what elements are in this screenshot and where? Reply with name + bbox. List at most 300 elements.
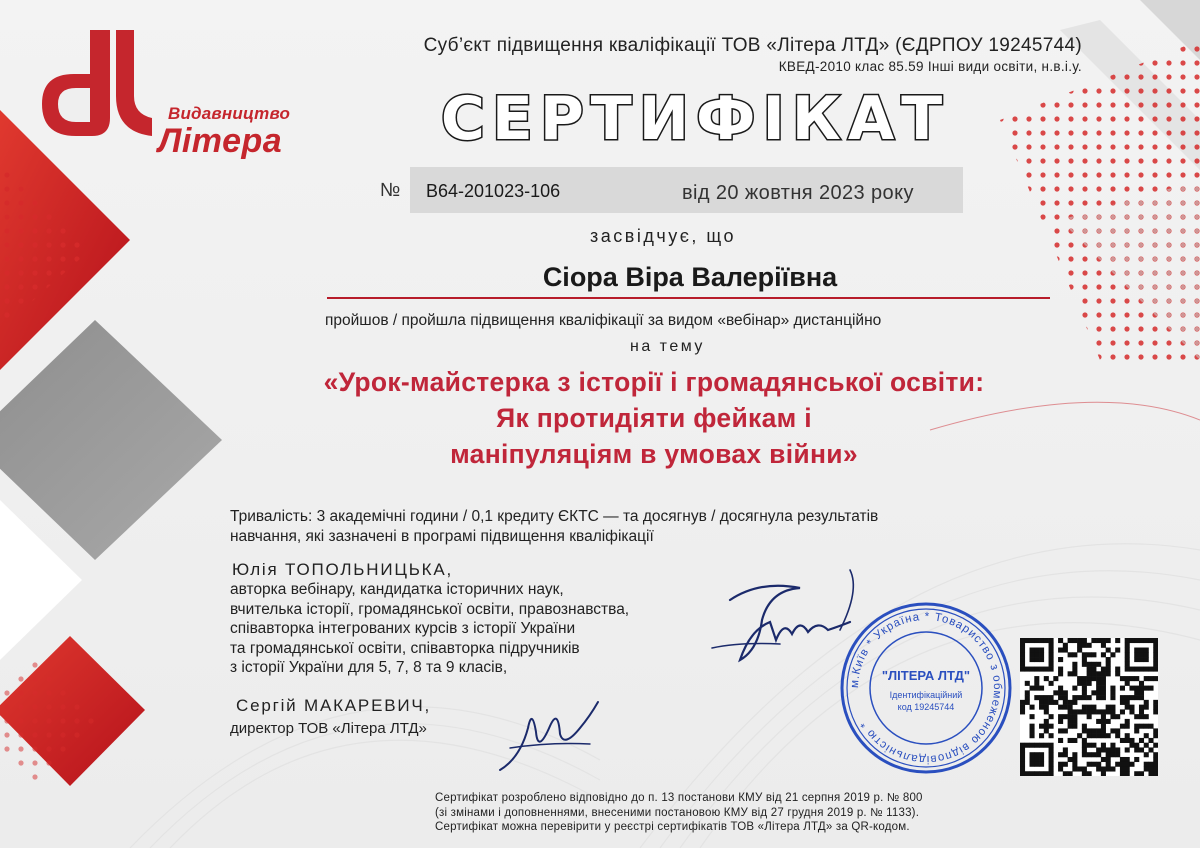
qr-module xyxy=(1091,705,1096,710)
qr-code[interactable] xyxy=(1020,638,1158,776)
qr-module xyxy=(1144,752,1149,757)
qr-module xyxy=(1096,681,1101,686)
qr-module xyxy=(1049,733,1054,738)
qr-module xyxy=(1058,657,1063,662)
qr-module xyxy=(1153,709,1158,714)
qr-module xyxy=(1134,652,1139,657)
qr-module xyxy=(1139,738,1144,743)
qr-module xyxy=(1139,667,1144,672)
qr-module xyxy=(1144,667,1149,672)
qr-module xyxy=(1129,705,1134,710)
qr-module xyxy=(1101,667,1106,672)
qr-module xyxy=(1034,667,1039,672)
director-signature-icon xyxy=(480,688,620,788)
qr-module xyxy=(1106,752,1111,757)
qr-module xyxy=(1072,757,1077,762)
qr-module xyxy=(1120,695,1125,700)
qr-module xyxy=(1034,648,1039,653)
qr-module xyxy=(1125,676,1130,681)
qr-module xyxy=(1134,757,1139,762)
qr-module xyxy=(1115,747,1120,752)
qr-module xyxy=(1091,762,1096,767)
qr-module xyxy=(1125,719,1130,724)
publisher-logo xyxy=(30,26,291,160)
qr-module xyxy=(1025,638,1030,643)
qr-module xyxy=(1072,752,1077,757)
company-stamp xyxy=(836,598,1016,778)
qr-module xyxy=(1044,676,1049,681)
qr-module xyxy=(1025,743,1030,748)
qr-module xyxy=(1129,686,1134,691)
qr-module xyxy=(1044,719,1049,724)
qr-module xyxy=(1125,667,1130,672)
qr-module xyxy=(1068,671,1073,676)
qr-module xyxy=(1082,676,1087,681)
qr-module xyxy=(1153,752,1158,757)
qr-module xyxy=(1025,771,1030,776)
qr-module xyxy=(1144,733,1149,738)
qr-module xyxy=(1063,705,1068,710)
qr-module xyxy=(1049,667,1054,672)
qr-module xyxy=(1110,766,1115,771)
qr-module xyxy=(1058,690,1063,695)
qr-module xyxy=(1153,700,1158,705)
qr-module xyxy=(1058,638,1063,643)
qr-module xyxy=(1101,724,1106,729)
stamp-ring-text: м.Київ * Україна * Товариство з обмеженою відповідальністю * xyxy=(848,610,1004,766)
qr-module xyxy=(1077,681,1082,686)
author-desc-line: та громадянської освіти, співавторка підручників xyxy=(230,639,580,657)
qr-module xyxy=(1134,743,1139,748)
qr-module xyxy=(1125,648,1130,653)
qr-module xyxy=(1058,738,1063,743)
qr-module xyxy=(1087,662,1092,667)
qr-module xyxy=(1030,638,1035,643)
qr-module xyxy=(1125,738,1130,743)
qr-module xyxy=(1087,643,1092,648)
qr-module xyxy=(1134,667,1139,672)
qr-module xyxy=(1020,757,1025,762)
qr-module xyxy=(1082,705,1087,710)
qr-module xyxy=(1139,652,1144,657)
qr-module xyxy=(1125,657,1130,662)
qr-module xyxy=(1144,724,1149,729)
qr-module xyxy=(1058,695,1063,700)
duration-line: Тривалість: 3 академічні години / 0,1 кредиту ЄКТС — та досягнув / досягнула результатів xyxy=(230,508,879,525)
qr-module xyxy=(1125,643,1130,648)
qr-module xyxy=(1134,638,1139,643)
qr-module xyxy=(1134,771,1139,776)
qr-module xyxy=(1072,695,1077,700)
qr-module xyxy=(1039,667,1044,672)
qr-module xyxy=(1063,762,1068,767)
qr-module xyxy=(1068,638,1073,643)
qr-module xyxy=(1125,662,1130,667)
qr-module xyxy=(1139,714,1144,719)
qr-module xyxy=(1125,695,1130,700)
duration-text xyxy=(230,507,1060,547)
qr-module xyxy=(1091,728,1096,733)
qr-module xyxy=(1096,762,1101,767)
qr-module xyxy=(1082,728,1087,733)
qr-module xyxy=(1044,728,1049,733)
qr-module xyxy=(1087,771,1092,776)
qr-module xyxy=(1148,747,1153,752)
qr-module xyxy=(1030,728,1035,733)
qr-module xyxy=(1148,724,1153,729)
qr-module xyxy=(1115,714,1120,719)
qr-module xyxy=(1039,724,1044,729)
qr-module xyxy=(1058,728,1063,733)
qr-module xyxy=(1039,752,1044,757)
qr-module xyxy=(1106,766,1111,771)
qr-module xyxy=(1025,681,1030,686)
qr-module xyxy=(1044,743,1049,748)
footnote-line: (зі змінами і доповненнями, внесеними постановою КМУ від 27 грудня 2019 р. № 1133). xyxy=(435,806,920,819)
qr-module xyxy=(1082,686,1087,691)
qr-module xyxy=(1039,657,1044,662)
qr-module xyxy=(1082,657,1087,662)
qr-module xyxy=(1082,695,1087,700)
qr-module xyxy=(1025,695,1030,700)
qr-module xyxy=(1148,738,1153,743)
qr-module xyxy=(1096,752,1101,757)
author-desc-line: з історії України для 5, 7, 8 та 9 класів, xyxy=(230,659,508,676)
qr-module xyxy=(1049,724,1054,729)
qr-module xyxy=(1144,686,1149,691)
certificate-date: від 20 жовтня 2023 року xyxy=(682,182,914,204)
qr-module xyxy=(1096,676,1101,681)
qr-module xyxy=(1153,638,1158,643)
qr-module xyxy=(1115,671,1120,676)
qr-module xyxy=(1115,638,1120,643)
qr-module xyxy=(1101,638,1106,643)
qr-module xyxy=(1082,652,1087,657)
qr-module xyxy=(1091,690,1096,695)
issuer-block xyxy=(300,35,1082,74)
qr-module xyxy=(1020,709,1025,714)
qr-module xyxy=(1144,743,1149,748)
qr-module xyxy=(1068,652,1073,657)
qr-module xyxy=(1068,719,1073,724)
qr-module xyxy=(1153,667,1158,672)
issuer-classification: КВЕД-2010 клас 85.59 Інші види освіти, н.в.і.у. xyxy=(778,59,1082,74)
qr-module xyxy=(1030,771,1035,776)
qr-module xyxy=(1106,719,1111,724)
qr-module xyxy=(1072,738,1077,743)
qr-module xyxy=(1096,671,1101,676)
qr-module xyxy=(1072,686,1077,691)
qr-module xyxy=(1053,700,1058,705)
qr-module xyxy=(1153,728,1158,733)
qr-module xyxy=(1139,657,1144,662)
qr-module xyxy=(1025,700,1030,705)
qr-module xyxy=(1072,724,1077,729)
qr-module xyxy=(1110,705,1115,710)
qr-module xyxy=(1039,762,1044,767)
qr-module xyxy=(1049,700,1054,705)
qr-module xyxy=(1101,686,1106,691)
qr-module xyxy=(1030,762,1035,767)
qr-module xyxy=(1030,724,1035,729)
qr-module xyxy=(1058,686,1063,691)
qr-module xyxy=(1020,662,1025,667)
qr-module xyxy=(1096,747,1101,752)
director-title: директор ТОВ «Літера ЛТД» xyxy=(230,720,427,737)
qr-module xyxy=(1087,728,1092,733)
qr-module xyxy=(1120,676,1125,681)
qr-module xyxy=(1106,705,1111,710)
qr-module xyxy=(1034,681,1039,686)
qr-module xyxy=(1044,638,1049,643)
qr-module xyxy=(1058,714,1063,719)
qr-module xyxy=(1082,681,1087,686)
qr-module xyxy=(1134,724,1139,729)
qr-module xyxy=(1101,671,1106,676)
qr-module xyxy=(1039,700,1044,705)
svg-text:м.Київ * Україна * Товариство xyxy=(849,611,1003,765)
qr-module xyxy=(1049,681,1054,686)
qr-module xyxy=(1125,705,1130,710)
qr-module xyxy=(1101,714,1106,719)
qr-module xyxy=(1034,757,1039,762)
topic-intro: на тему xyxy=(630,338,705,355)
qr-module xyxy=(1153,766,1158,771)
qr-module xyxy=(1082,662,1087,667)
qr-module xyxy=(1087,652,1092,657)
qr-module xyxy=(1120,771,1125,776)
stamp-company-name: "ЛІТЕРА ЛТД" xyxy=(881,668,971,683)
qr-module xyxy=(1110,709,1115,714)
qr-module xyxy=(1101,643,1106,648)
qr-module xyxy=(1020,700,1025,705)
footnote-line: Сертифікат можна перевірити у реєстрі сертифікатів ТОВ «Літера ЛТД» за QR-кодом. xyxy=(435,821,910,833)
qr-module xyxy=(1106,671,1111,676)
qr-module xyxy=(1034,743,1039,748)
qr-module xyxy=(1030,752,1035,757)
qr-module xyxy=(1068,738,1073,743)
qr-module xyxy=(1120,762,1125,767)
qr-module xyxy=(1096,709,1101,714)
qr-module xyxy=(1087,714,1092,719)
qr-module xyxy=(1082,771,1087,776)
qr-module xyxy=(1034,752,1039,757)
qr-module xyxy=(1120,709,1125,714)
qr-module xyxy=(1101,747,1106,752)
qr-module xyxy=(1148,676,1153,681)
qr-module xyxy=(1030,657,1035,662)
qr-module xyxy=(1030,714,1035,719)
qr-module xyxy=(1068,771,1073,776)
author-desc-line: вчителька історії, громадянської освіти, правознавства, xyxy=(230,600,630,618)
qr-module xyxy=(1087,671,1092,676)
qr-module xyxy=(1144,766,1149,771)
qr-module xyxy=(1148,766,1153,771)
qr-module xyxy=(1063,714,1068,719)
qr-module xyxy=(1091,709,1096,714)
qr-module xyxy=(1120,766,1125,771)
qr-module xyxy=(1106,709,1111,714)
qr-module xyxy=(1101,695,1106,700)
qr-module xyxy=(1153,648,1158,653)
qr-module xyxy=(1144,705,1149,710)
qr-module xyxy=(1106,648,1111,653)
qr-module xyxy=(1044,709,1049,714)
qr-module xyxy=(1139,695,1144,700)
qr-module xyxy=(1049,771,1054,776)
qr-module xyxy=(1044,667,1049,672)
qr-module xyxy=(1058,719,1063,724)
qr-module xyxy=(1139,681,1144,686)
qr-module xyxy=(1063,643,1068,648)
qr-module xyxy=(1034,657,1039,662)
qr-module xyxy=(1077,676,1082,681)
qr-module xyxy=(1020,771,1025,776)
qr-module xyxy=(1101,733,1106,738)
qr-module xyxy=(1096,719,1101,724)
qr-module xyxy=(1101,681,1106,686)
qr-module xyxy=(1058,648,1063,653)
qr-module xyxy=(1144,657,1149,662)
qr-module xyxy=(1153,762,1158,767)
qr-module xyxy=(1025,667,1030,672)
qr-module xyxy=(1063,747,1068,752)
stamp-id-code: код 19245744 xyxy=(897,702,955,712)
qr-module xyxy=(1139,724,1144,729)
qr-module xyxy=(1148,667,1153,672)
qr-module xyxy=(1087,676,1092,681)
qr-module xyxy=(1106,762,1111,767)
qr-module xyxy=(1110,743,1115,748)
qr-module xyxy=(1120,738,1125,743)
director-name: Сергій МАКАРЕВИЧ, xyxy=(236,696,432,715)
qr-module xyxy=(1115,728,1120,733)
qr-module xyxy=(1087,762,1092,767)
qr-module xyxy=(1020,638,1025,643)
qr-module xyxy=(1049,695,1054,700)
qr-module xyxy=(1125,757,1130,762)
qr-module xyxy=(1153,676,1158,681)
qr-module xyxy=(1025,690,1030,695)
qr-module xyxy=(1106,662,1111,667)
qr-module xyxy=(1039,686,1044,691)
qr-module xyxy=(1087,681,1092,686)
qr-module xyxy=(1039,695,1044,700)
qr-module xyxy=(1129,743,1134,748)
qr-module xyxy=(1039,771,1044,776)
qr-module xyxy=(1110,714,1115,719)
qr-module xyxy=(1034,695,1039,700)
certificate-number: В64-201023-106 xyxy=(426,181,561,201)
qr-module xyxy=(1077,643,1082,648)
qr-module xyxy=(1110,686,1115,691)
qr-module xyxy=(1072,714,1077,719)
qr-module xyxy=(1063,728,1068,733)
qr-module xyxy=(1068,709,1073,714)
qr-module xyxy=(1044,771,1049,776)
qr-module xyxy=(1020,752,1025,757)
qr-module xyxy=(1077,733,1082,738)
qr-module xyxy=(1063,700,1068,705)
qr-module xyxy=(1034,686,1039,691)
qr-module xyxy=(1134,686,1139,691)
topic-line: маніпуляціям в умовах війни» xyxy=(450,439,858,469)
qr-module xyxy=(1020,766,1025,771)
qr-module xyxy=(1120,700,1125,705)
qr-module xyxy=(1106,747,1111,752)
qr-module xyxy=(1106,733,1111,738)
qr-module xyxy=(1087,695,1092,700)
footnote-line: Сертифікат розроблено відповідно до п. 13 постанови КМУ від 21 серпня 2019 р. № 800 xyxy=(435,792,923,804)
author-desc-line: авторка вебінару, кандидатка історичних наук, xyxy=(230,581,564,598)
qr-module xyxy=(1125,638,1130,643)
qr-module xyxy=(1129,709,1134,714)
qr-module xyxy=(1101,757,1106,762)
qr-module xyxy=(1091,671,1096,676)
qr-module xyxy=(1101,743,1106,748)
qr-module xyxy=(1125,766,1130,771)
qr-module xyxy=(1096,728,1101,733)
qr-module xyxy=(1068,724,1073,729)
qr-module xyxy=(1077,709,1082,714)
qr-module xyxy=(1072,662,1077,667)
qr-module xyxy=(1110,690,1115,695)
qr-module xyxy=(1096,733,1101,738)
qr-module xyxy=(1134,747,1139,752)
qr-module xyxy=(1034,676,1039,681)
qr-module xyxy=(1120,757,1125,762)
qr-module xyxy=(1091,662,1096,667)
qr-module xyxy=(1134,695,1139,700)
qr-module xyxy=(1120,686,1125,691)
qr-module xyxy=(1077,766,1082,771)
qr-module xyxy=(1072,719,1077,724)
qr-module xyxy=(1148,771,1153,776)
qr-module xyxy=(1058,752,1063,757)
qr-module xyxy=(1049,638,1054,643)
qr-module xyxy=(1058,766,1063,771)
qr-module xyxy=(1020,667,1025,672)
qr-module xyxy=(1072,667,1077,672)
qr-module xyxy=(1082,752,1087,757)
logo-publisher-label: Видавництво xyxy=(168,104,291,123)
qr-module xyxy=(1139,638,1144,643)
qr-module xyxy=(1129,667,1134,672)
qr-module xyxy=(1063,752,1068,757)
qr-module xyxy=(1049,762,1054,767)
qr-module xyxy=(1039,743,1044,748)
qr-module xyxy=(1129,695,1134,700)
qr-module xyxy=(1082,724,1087,729)
qr-module xyxy=(1063,690,1068,695)
author-name: Юлія ТОПОЛЬНИЦЬКА, xyxy=(232,560,454,579)
qr-module xyxy=(1115,648,1120,653)
qr-module xyxy=(1096,690,1101,695)
qr-module xyxy=(1129,762,1134,767)
qr-module xyxy=(1129,676,1134,681)
qr-module xyxy=(1125,652,1130,657)
qr-module xyxy=(1129,638,1134,643)
qr-module xyxy=(1134,648,1139,653)
qr-module xyxy=(1072,638,1077,643)
qr-module xyxy=(1153,652,1158,657)
qr-module xyxy=(1020,652,1025,657)
qr-module xyxy=(1020,643,1025,648)
qr-module xyxy=(1044,695,1049,700)
qr-module xyxy=(1030,733,1035,738)
qr-module xyxy=(1030,757,1035,762)
qr-module xyxy=(1087,752,1092,757)
